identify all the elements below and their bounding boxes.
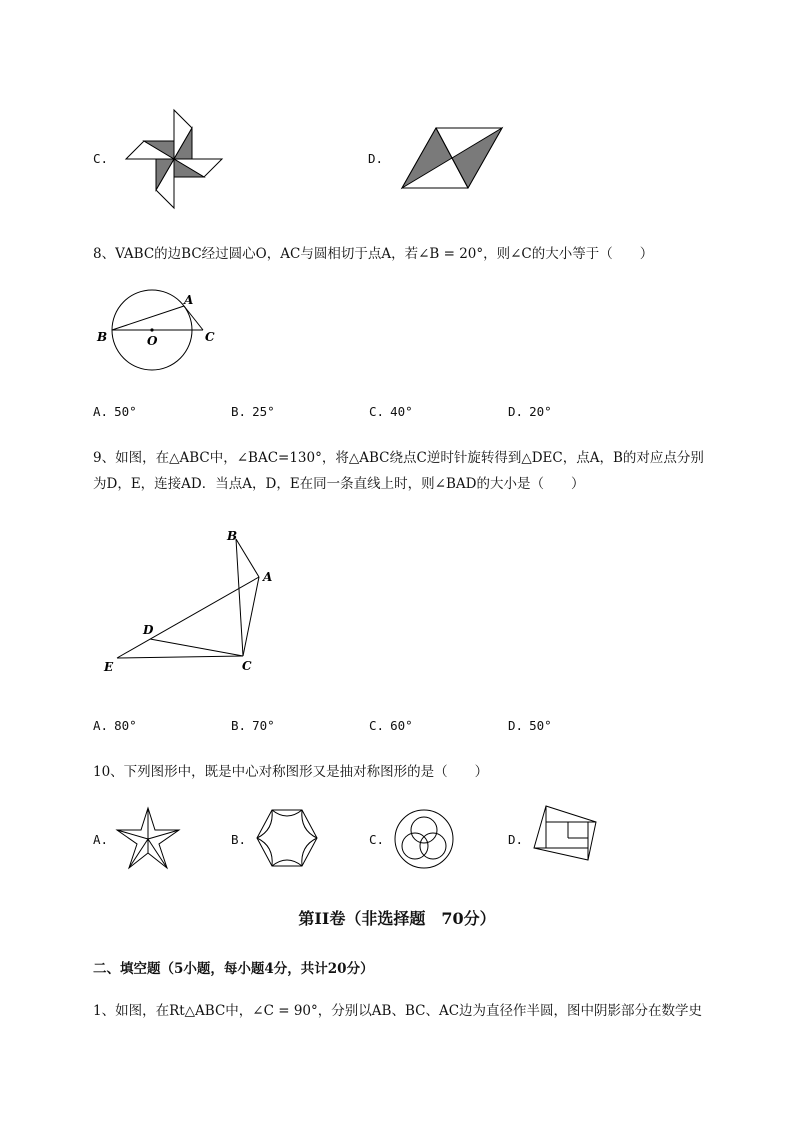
option-label: A. xyxy=(93,718,109,733)
q8-option-c[interactable] xyxy=(369,404,413,419)
q9-option-b[interactable] xyxy=(231,718,275,733)
circle-tangent-figure xyxy=(95,290,225,372)
q8-option-a[interactable] xyxy=(93,404,137,419)
option-label: B. xyxy=(231,404,247,419)
option-label: A. xyxy=(93,404,109,419)
question-9-line-2: 为D，E，连接AD．当点A，D，E在同一条直线上时，则∠BAD的大小是（ ） xyxy=(93,476,585,492)
figure-label-o: O xyxy=(147,334,158,348)
figure-label-e: E xyxy=(104,660,114,674)
q10-option-c-label[interactable]: C. xyxy=(369,832,385,847)
question-9-line-1: 9、如图，在△ABC中，∠BAC=130°，将△ABC绕点C逆时针旋转得到△DEC，点A，B的对应点分别 xyxy=(93,450,704,466)
option-value: 20° xyxy=(529,404,552,419)
q10-option-b-label[interactable]: B. xyxy=(231,832,247,847)
option-value: 25° xyxy=(252,404,275,419)
option-label: D. xyxy=(508,718,524,733)
fill-question-1-text: 1、如图，在Rt△ABC中，∠C = 90°，分别以AB、BC、AC边为直径作半圆，图中阴影部分在数学史 xyxy=(93,1003,703,1019)
figure-label-d: D xyxy=(143,623,154,637)
q8-option-b[interactable] xyxy=(231,404,275,419)
option-c-label: C. xyxy=(93,151,109,166)
squares-icon xyxy=(532,804,600,862)
q10-option-d-label[interactable]: D. xyxy=(508,832,524,847)
option-label: B. xyxy=(231,718,247,733)
option-label: D. xyxy=(508,404,524,419)
q9-option-a[interactable] xyxy=(93,718,137,733)
circles-icon xyxy=(393,808,455,870)
option-d-label: D. xyxy=(368,151,384,166)
figure-label-c: C xyxy=(205,330,215,344)
rotation-figure xyxy=(100,525,285,680)
parallelogram-figure xyxy=(400,126,504,190)
part-2-title: 第II卷（非选择题 70分） xyxy=(298,909,496,928)
pinwheel-figure xyxy=(122,108,226,210)
option-value: 70° xyxy=(252,718,275,733)
figure-label-a: A xyxy=(263,570,273,584)
question-10-text: 10、下列图形中，既是中心对称图形又是抽对称图形的是（ ） xyxy=(93,764,489,780)
section-heading: 二、填空题（5小题，每小题4分，共计20分） xyxy=(93,961,374,977)
figure-label-b: B xyxy=(97,330,108,344)
option-value: 80° xyxy=(114,718,137,733)
option-label: C. xyxy=(369,404,385,419)
figure-label-a: A xyxy=(184,293,194,307)
option-value: 40° xyxy=(390,404,413,419)
question-8-text: 8、VABC的边BC经过圆心O，AC与圆相切于点A，若∠B = 20°，则∠C的大小等于（ ） xyxy=(93,246,654,262)
figure-label-b: B xyxy=(227,529,238,543)
star-icon xyxy=(115,806,181,870)
q9-option-c[interactable] xyxy=(369,718,413,733)
option-value: 50° xyxy=(529,718,552,733)
figure-label-c: C xyxy=(242,659,252,673)
q10-option-a-label[interactable]: A. xyxy=(93,832,109,847)
option-label: C. xyxy=(369,718,385,733)
option-value: 50° xyxy=(114,404,137,419)
hexagon-arcs-icon xyxy=(255,808,319,868)
option-value: 60° xyxy=(390,718,413,733)
q8-option-d[interactable] xyxy=(508,404,552,419)
q9-option-d[interactable] xyxy=(508,718,552,733)
